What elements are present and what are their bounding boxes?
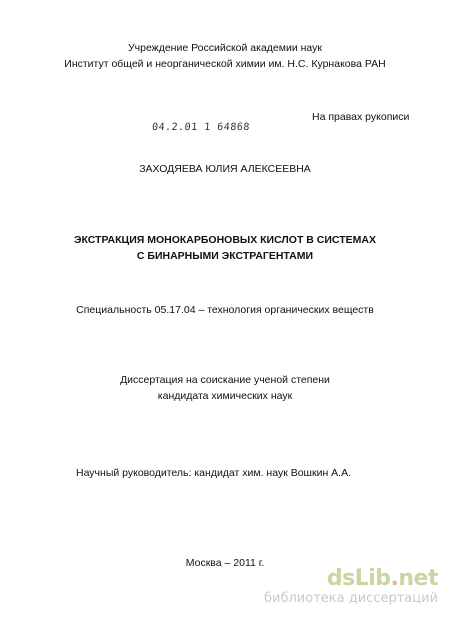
dslib-watermark — [264, 567, 438, 606]
watermark-logo-part1: dsLib — [326, 566, 391, 591]
supervisor-line: Научный руководитель: кандидат хим. наук Вошкин А.А. — [76, 467, 351, 479]
watermark-logo — [264, 567, 438, 591]
manuscript-rights-label: На правах рукописи — [312, 111, 410, 123]
specialty-line: Специальность 05.17.04 – технология органических веществ — [76, 304, 374, 316]
thesis-title-line-2: С БИНАРНЫМИ ЭКСТРАГЕНТАМИ — [136, 250, 314, 262]
watermark-subtitle: библиотека диссертаций — [264, 591, 438, 606]
institution-line-2: Институт общей и неорганической химии им. Н.С. Курнакова РАН — [64, 58, 386, 70]
author-name: ЗАХОДЯЕВА ЮЛИЯ АЛЕКСЕЕВНА — [139, 163, 311, 175]
degree-line-2: кандидата химических наук — [157, 390, 293, 402]
watermark-logo-dot: . — [390, 566, 399, 591]
degree-line-1: Диссертация на соискание ученой степени — [120, 374, 330, 386]
thesis-title-line-1: ЭКСТРАКЦИЯ МОНОКАРБОНОВЫХ КИСЛОТ В СИСТЕМАХ — [74, 234, 376, 246]
institution-line-1: Учреждение Российской академии наук — [127, 42, 322, 54]
city-year: Москва – 2011 г. — [185, 557, 265, 569]
watermark-logo-part2: net — [398, 566, 438, 591]
archive-stamp-number: 04.2.01 1 64868 — [151, 122, 251, 133]
